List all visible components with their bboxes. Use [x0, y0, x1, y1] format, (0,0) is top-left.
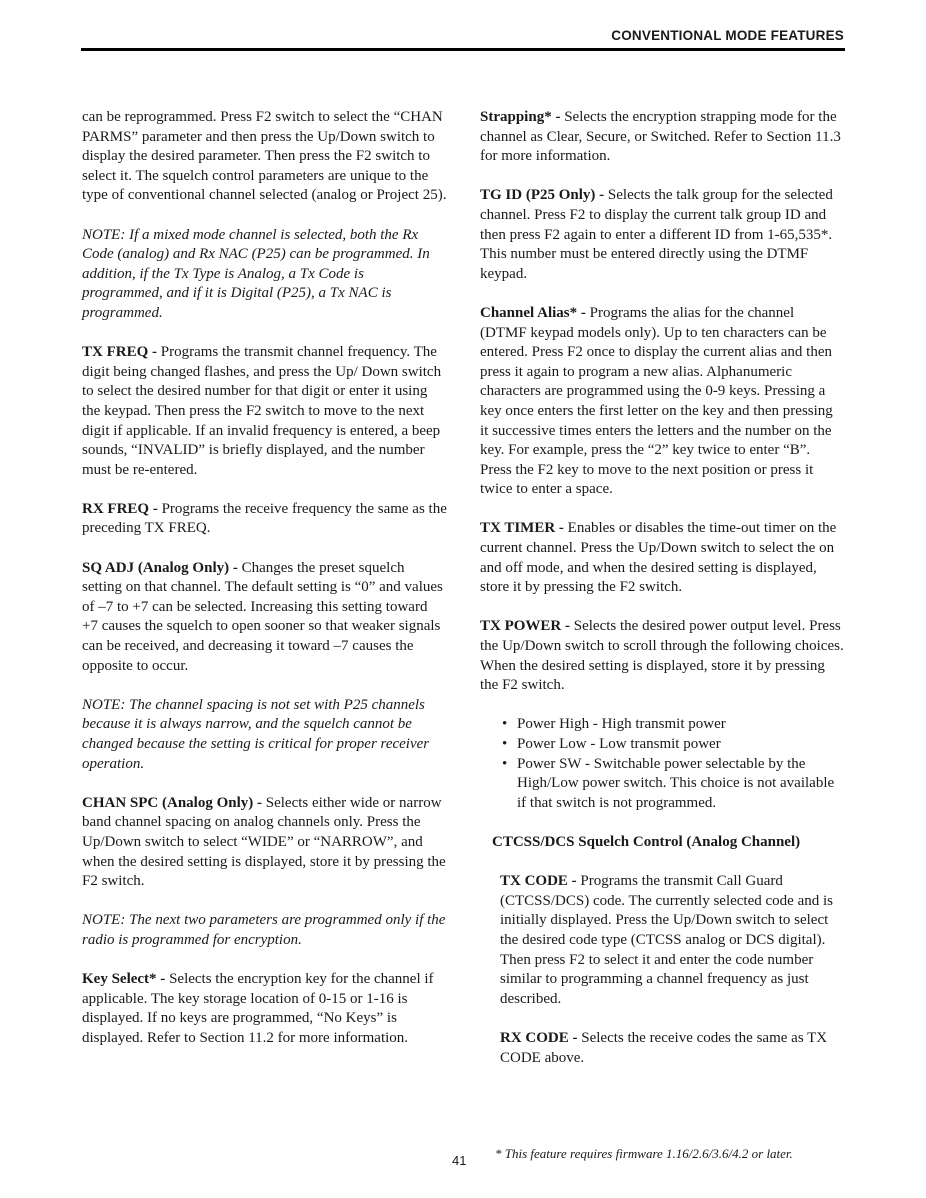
- note-mixed-mode: NOTE: If a mixed mode channel is selected, both the Rx Code (analog) and Rx NAC (P25) can be programmed. In addition, if the Tx Type is Analog, a Tx Code is programmed, and if it is Digital (P25), a Tx NAC is programmed.: [82, 226, 430, 321]
- header-rule: [81, 48, 845, 51]
- key-select-term: Key Select* -: [82, 971, 166, 988]
- rx-code-paragraph: [500, 1029, 844, 1068]
- note-channel-spacing: NOTE: The channel spacing is not set with P25 channels because it is always narrow, and the squelch cannot be changed because the setting is critical for proper receiver operation.: [82, 696, 430, 772]
- left-column: [82, 108, 447, 1068]
- list-item: [500, 735, 844, 755]
- tg-id-text: Selects the talk group for the selected channel. Press F2 to display the current talk group ID and then press F2 again to enter a different ID from 1-65,535*. This number must be entered directly using the DTMF keypad.: [480, 187, 833, 282]
- page-header-title: CONVENTIONAL MODE FEATURES: [611, 28, 844, 43]
- channel-alias-term: Channel Alias* -: [480, 304, 586, 321]
- ctcss-dcs-subheading: CTCSS/DCS Squelch Control (Analog Channel): [492, 833, 801, 850]
- tx-freq-paragraph: [82, 343, 447, 480]
- rx-code-term: RX CODE -: [500, 1029, 578, 1046]
- note-encryption: NOTE: The next two parameters are programmed only if the radio is programmed for encryption.: [82, 912, 446, 948]
- tg-id-term: TG ID (P25 Only) -: [480, 187, 605, 204]
- tx-code-paragraph: [500, 872, 844, 1009]
- channel-alias-paragraph: [480, 304, 844, 500]
- strapping-text: Selects the encryption strapping mode for the channel as Clear, Secure, or Switched. Refer to Section 11.3 for more information.: [480, 109, 841, 165]
- sq-adj-term: SQ ADJ (Analog Only) -: [82, 559, 238, 576]
- tx-freq-text: Programs the transmit channel frequency. The digit being changed flashes, and press the Up/ Down switch to select the desired number for that digit or enter it using the keypad. Then press the F2 switch to move to the next digit if applicable. If an invalid frequency is entered, a beep sounds, “INVALID” is briefly displayed, and the number must be re-entered.: [82, 344, 442, 478]
- strapping-paragraph: [480, 108, 844, 167]
- bullet-icon: •: [502, 736, 508, 752]
- strapping-term: Strapping* -: [480, 109, 561, 125]
- power-option-text: Power Low - Low transmit power: [517, 736, 721, 752]
- firmware-footnote: * This feature requires firmware 1.16/2.6/3.6/4.2 or later.: [495, 1146, 793, 1161]
- intro-paragraph: can be reprogrammed. Press F2 switch to select the “CHAN PARMS” parameter and then press the Up/Down switch to display the desired parameter. Then press the F2 switch to select it. The squelch control parameters are unique to the type of conventional channel selected (analog or Project 25).: [82, 109, 447, 204]
- tx-power-paragraph: [480, 617, 844, 695]
- chan-spc-text: Selects either wide or narrow band channel spacing on analog channels only. Press the Up/Down switch to select “WIDE” or “NARROW”, and when the desired setting is displayed, store it by pressing the F2 switch.: [82, 794, 446, 890]
- tx-code-term: TX CODE -: [500, 873, 577, 890]
- chan-spc-term: CHAN SPC (Analog Only) -: [82, 794, 263, 811]
- sq-adj-text: Changes the preset squelch setting on that channel. The default setting is “0” and values of –7 to +7 can be selected. Increasing this setting toward +7 causes the squelch to open sooner so that weaker signals can be received, and decreasing it toward –7 causes the opposite to occur.: [82, 559, 443, 674]
- tx-timer-text: Enables or disables the time-out timer on the current channel. Press the Up/Down switch to select the on and off mode, and when the desired setting is displayed, store it by pressing the F2 switch.: [480, 520, 837, 596]
- tg-id-paragraph: [480, 186, 844, 284]
- key-select-text: Selects the encryption key for the channel if applicable. The key storage location of 0-15 or 1-16 is displayed. If no keys are programmed, “No Keys” is displayed. Refer to Section 11.2 for more information.: [82, 971, 434, 1046]
- list-item: [500, 715, 844, 735]
- channel-alias-text: Programs the alias for the channel (DTMF keypad models only). Up to ten characters can be entered. Press F2 once to display the current alias and then press it again to program a new alias. Alphanumeric characters are programmed using the 0-9 keys. Pressing a key once enters the first letter on the key and then pressing it successive times enters the letters and the number on the key. For example, press the “2” key twice to enter “B”. Press the F2 key to move to the next position or press it twice to enter a space.: [480, 304, 833, 498]
- power-options-list: [480, 715, 844, 813]
- bullet-icon: •: [502, 716, 508, 733]
- rx-code-text: Selects the receive codes the same as TX CODE above.: [500, 1029, 828, 1066]
- page-number: 41: [452, 1153, 467, 1168]
- list-item: [500, 755, 844, 814]
- right-column: [480, 108, 844, 1088]
- rx-freq-text: Programs the receive frequency the same as the preceding TX FREQ.: [82, 500, 447, 537]
- bullet-icon: •: [502, 755, 508, 772]
- tx-timer-term: TX TIMER -: [480, 520, 564, 537]
- sq-adj-paragraph: [82, 559, 447, 677]
- tx-power-text: Selects the desired power output level. Press the Up/Down switch to scroll through the following choices. When the desired setting is displayed, store it by pressing the F2 switch.: [480, 618, 844, 694]
- power-option-text: Power High - High transmit power: [517, 716, 726, 733]
- tx-code-text: Programs the transmit Call Guard (CTCSS/DCS) code. The currently selected code and is initially displayed. Press the Up/Down switch to select the desired code type (CTCSS analog or DCS digital). Then press F2 to select it and enter the code number similar to programming a channel frequency as just described.: [500, 873, 833, 1007]
- chan-spc-paragraph: [82, 794, 447, 892]
- tx-power-term: TX POWER -: [480, 618, 570, 635]
- rx-freq-paragraph: [82, 500, 447, 539]
- power-option-text: Power SW - Switchable power selectable by the High/Low power switch. This choice is not available if that switch is not programmed.: [517, 755, 835, 811]
- tx-freq-term: TX FREQ -: [82, 344, 157, 361]
- tx-timer-paragraph: [480, 519, 844, 597]
- key-select-paragraph: [82, 970, 447, 1048]
- rx-freq-term: RX FREQ -: [82, 500, 158, 517]
